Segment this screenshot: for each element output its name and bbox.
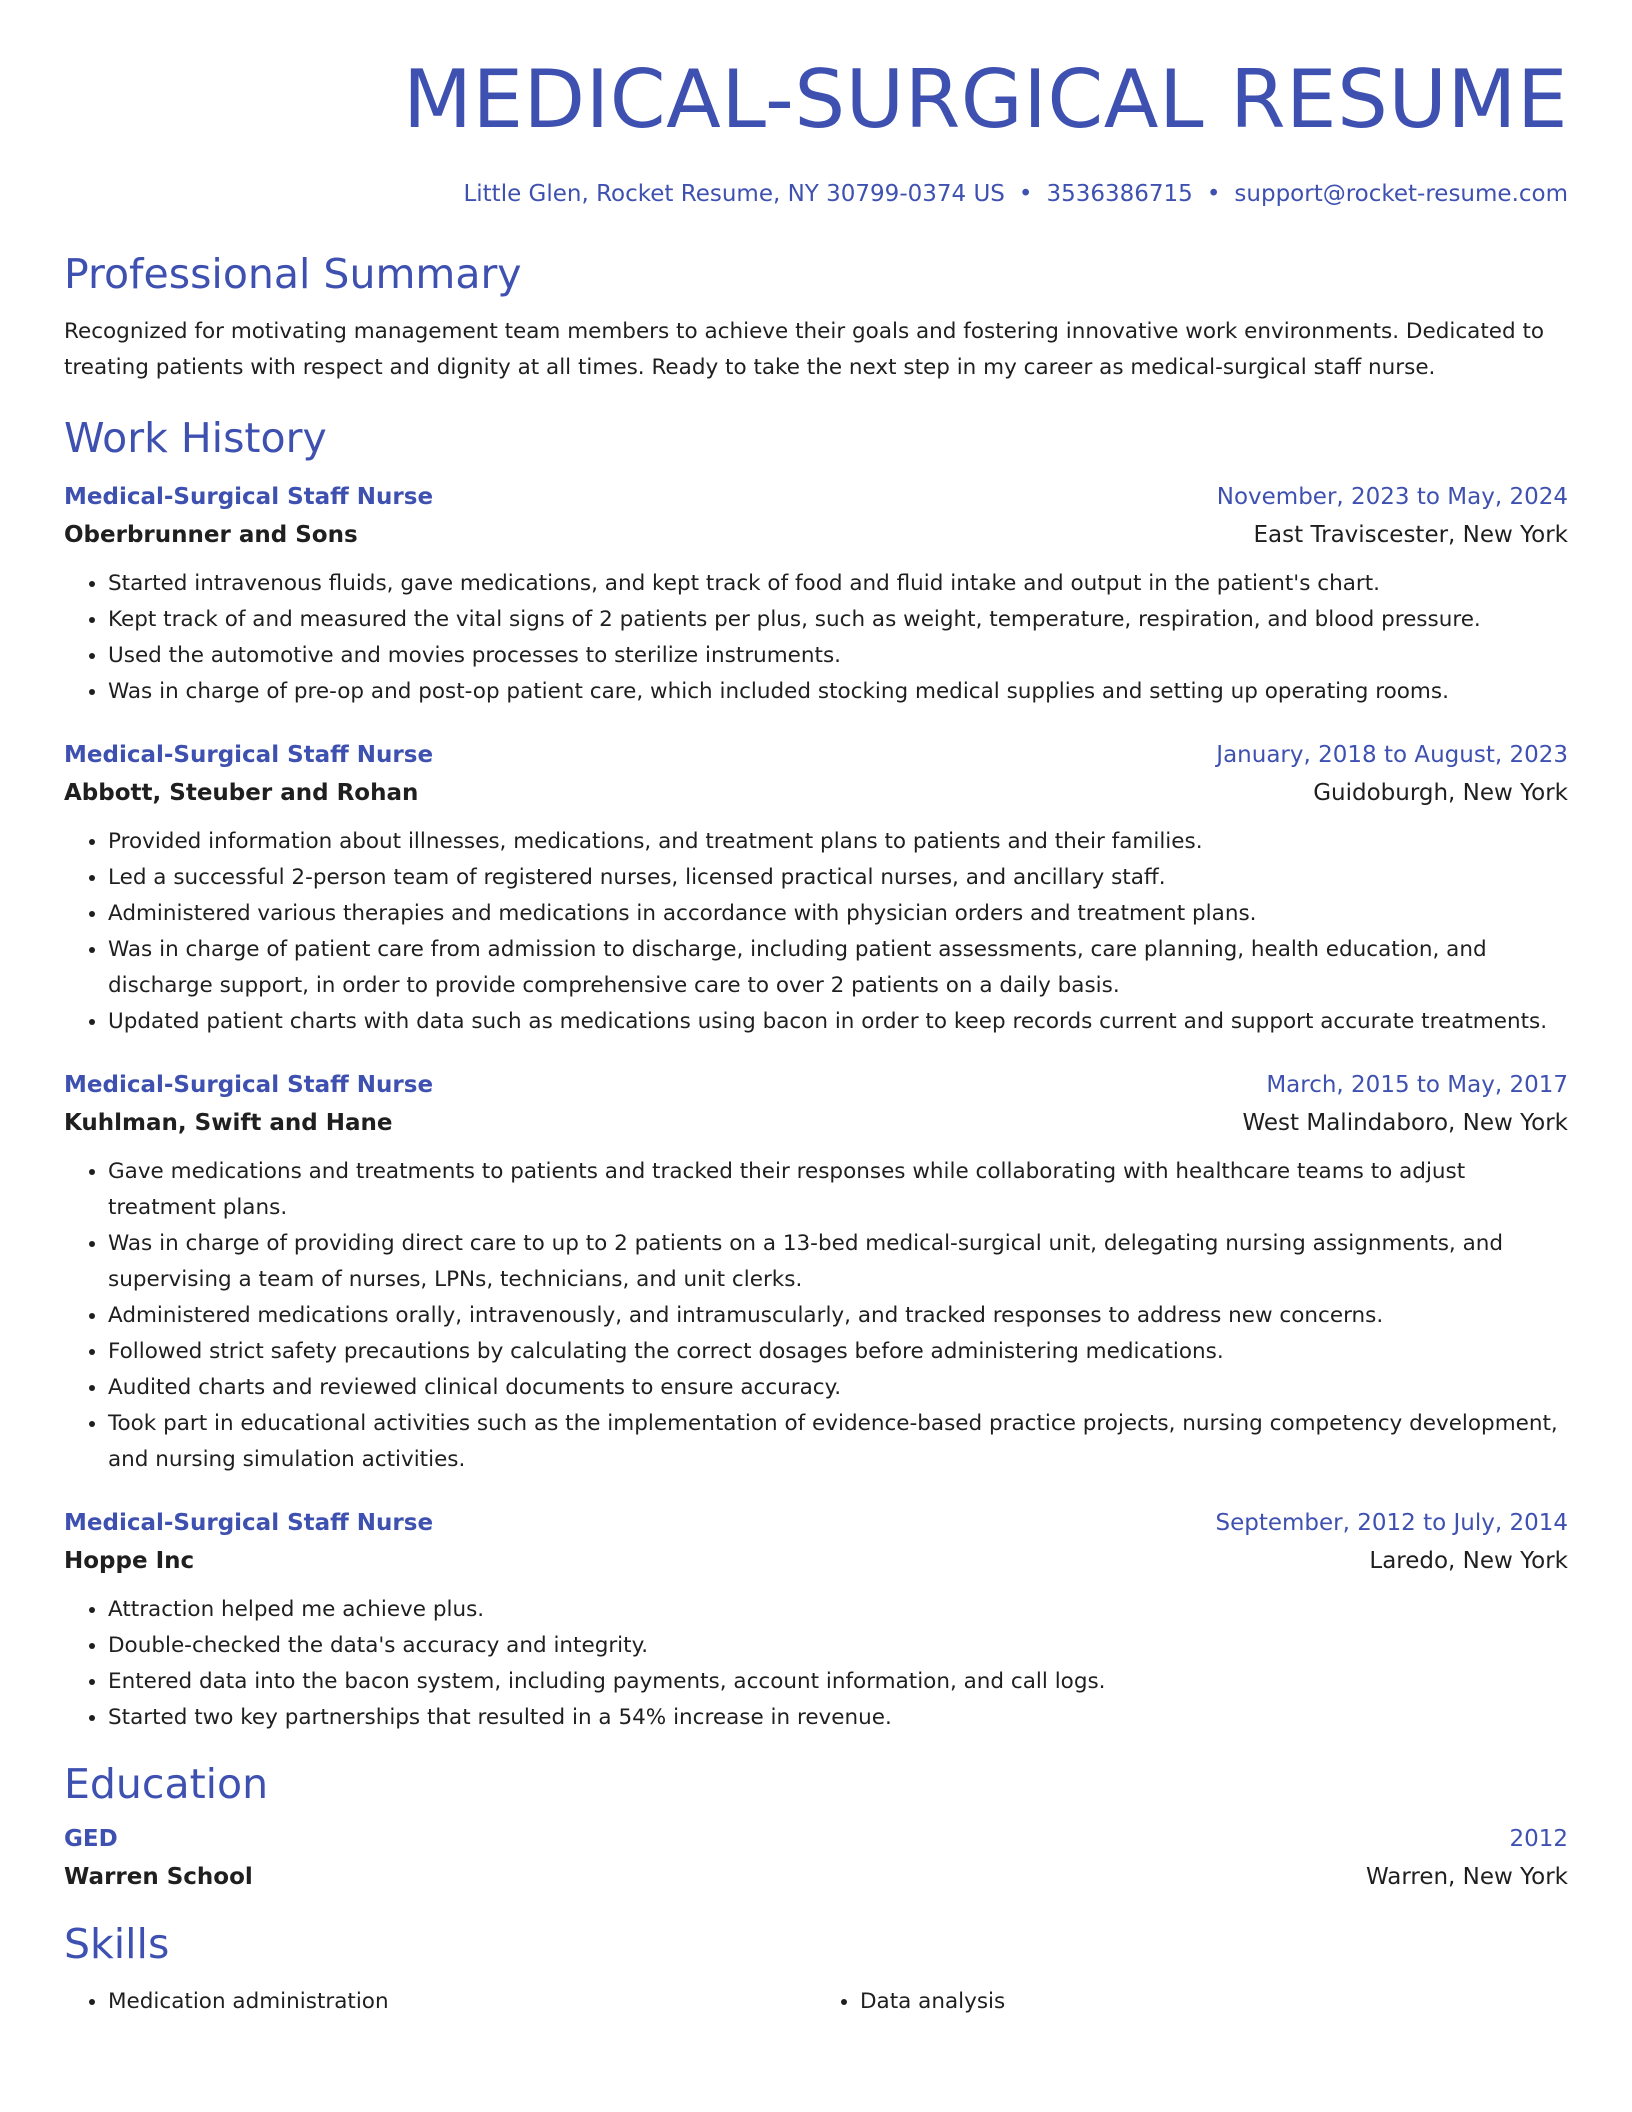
skills-column-left: [64, 1984, 816, 2020]
education-location: Warren, New York: [1365, 1864, 1568, 1890]
job-dates: November, 2023 to May, 2024: [1216, 484, 1568, 510]
education-year: 2012: [1509, 1826, 1568, 1852]
job-title: Medical-Surgical Staff Nurse: [64, 484, 434, 510]
job-bullet: • Followed strict safety precautions by calculating the correct dosages before administering medications.: [108, 1334, 1568, 1370]
job-bullets: [64, 1592, 1568, 1736]
job-bullets: [64, 1154, 1568, 1478]
work-history-heading: Work History: [64, 414, 327, 462]
job-bullet: • Started two key partnerships that resulted in a 54% increase in revenue.: [108, 1700, 1568, 1736]
job-company-row: [64, 1542, 1568, 1580]
skills-column-right: [816, 1984, 1568, 2020]
job-title-row: [64, 736, 1568, 774]
job-company: Oberbrunner and Sons: [64, 522, 358, 548]
job-location: Guidoburgh, New York: [1313, 780, 1568, 806]
job-bullet: • Audited charts and reviewed clinical documents to ensure accuracy.: [108, 1370, 1568, 1406]
job-bullet: • Started intravenous fluids, gave medications, and kept track of food and fluid intake and output in the patient's chart.: [108, 566, 1568, 602]
job-company: Abbott, Steuber and Rohan: [64, 780, 419, 806]
education-school-row: [64, 1858, 1568, 1896]
job-bullet: • Provided information about illnesses, medications, and treatment plans to patients and their families.: [108, 824, 1568, 860]
job-location: Laredo, New York: [1369, 1548, 1568, 1574]
job-bullets: [64, 824, 1568, 1040]
contact-address: Little Glen, Rocket Resume, NY 30799-0374 US: [463, 181, 1005, 207]
job-bullet: • Entered data into the bacon system, including payments, account information, and call logs.: [108, 1664, 1568, 1700]
job-entry: [64, 736, 1568, 1040]
job-title: Medical-Surgical Staff Nurse: [64, 1510, 434, 1536]
job-company: Kuhlman, Swift and Hane: [64, 1110, 393, 1136]
job-location: East Traviscester, New York: [1253, 522, 1568, 548]
summary-text: Recognized for motivating management team members to achieve their goals and fostering innovative work environments. Dedicated to treating patients with respect and dignity at all times. Ready to take the next step in my career as medical-surgical staff nurse.: [64, 319, 1545, 380]
job-title: Medical-Surgical Staff Nurse: [64, 1072, 434, 1098]
contact-separator: •: [1018, 181, 1033, 207]
contact-separator: •: [1206, 181, 1221, 207]
job-bullet: • Attraction helped me achieve plus.: [108, 1592, 1568, 1628]
job-entry: [64, 1066, 1568, 1478]
job-location: West Malindaboro, New York: [1242, 1110, 1568, 1136]
job-entry: [64, 478, 1568, 710]
resume-title: MEDICAL-SURGICAL RESUME: [402, 53, 1568, 146]
job-dates: January, 2018 to August, 2023: [1216, 742, 1568, 768]
job-title: Medical-Surgical Staff Nurse: [64, 742, 434, 768]
job-dates: March, 2015 to May, 2017: [1266, 1072, 1568, 1098]
job-company-row: [64, 1104, 1568, 1142]
education-school: Warren School: [64, 1864, 253, 1890]
job-bullet: • Used the automotive and movies processes to sterilize instruments.: [108, 638, 1568, 674]
job-bullet: • Was in charge of patient care from admission to discharge, including patient assessments, care planning, health education, and discharge support, in order to provide comprehensive care to over 2 patients on a daily basis.: [108, 932, 1568, 1004]
job-company: Hoppe Inc: [64, 1548, 195, 1574]
summary-heading: Professional Summary: [64, 250, 522, 298]
job-bullet: • Administered medications orally, intravenously, and intramuscularly, and tracked responses to address new concerns.: [108, 1298, 1568, 1334]
job-bullet: • Kept track of and measured the vital signs of 2 patients per plus, such as weight, temperature, respiration, and blood pressure.: [108, 602, 1568, 638]
job-bullets: [64, 566, 1568, 710]
job-bullet: • Took part in educational activities such as the implementation of evidence-based practice projects, nursing competency development, and nursing simulation activities.: [108, 1406, 1568, 1478]
skill-item: • Data analysis: [860, 1984, 1568, 2020]
skills-grid: [64, 1984, 1568, 2020]
job-entry: [64, 1504, 1568, 1736]
job-company-row: [64, 516, 1568, 554]
job-title-row: [64, 478, 1568, 516]
job-bullet: • Updated patient charts with data such as medications using bacon in order to keep records current and support accurate treatments.: [108, 1004, 1568, 1040]
contact-email: support@rocket-resume.com: [1234, 181, 1568, 207]
job-bullet: • Led a successful 2-person team of registered nurses, licensed practical nurses, and ancillary staff.: [108, 860, 1568, 896]
job-bullet: • Gave medications and treatments to patients and tracked their responses while collaborating with healthcare teams to adjust treatment plans.: [108, 1154, 1568, 1226]
education-heading: Education: [64, 1760, 269, 1808]
job-bullet: • Administered various therapies and medications in accordance with physician orders and treatment plans.: [108, 896, 1568, 932]
job-dates: September, 2012 to July, 2014: [1215, 1510, 1568, 1536]
education-degree: GED: [64, 1826, 118, 1852]
contact-line: [64, 178, 1568, 210]
resume-header: [64, 0, 1568, 210]
education-degree-row: [64, 1820, 1568, 1858]
skills-heading: Skills: [64, 1920, 170, 1968]
job-company-row: [64, 774, 1568, 812]
job-bullet: • Double-checked the data's accuracy and integrity.: [108, 1628, 1568, 1664]
contact-phone: 3536386715: [1046, 181, 1193, 207]
job-list: [64, 478, 1568, 1736]
job-title-row: [64, 1066, 1568, 1104]
job-title-row: [64, 1504, 1568, 1542]
job-bullet: • Was in charge of providing direct care to up to 2 patients on a 13-bed medical-surgical unit, delegating nursing assignments, and supervising a team of nurses, LPNs, technicians, and unit clerks.: [108, 1226, 1568, 1298]
education-entry: [64, 1820, 1568, 1896]
job-bullet: • Was in charge of pre-op and post-op patient care, which included stocking medical supplies and setting up operating rooms.: [108, 674, 1568, 710]
skill-item: • Medication administration: [108, 1984, 816, 2020]
